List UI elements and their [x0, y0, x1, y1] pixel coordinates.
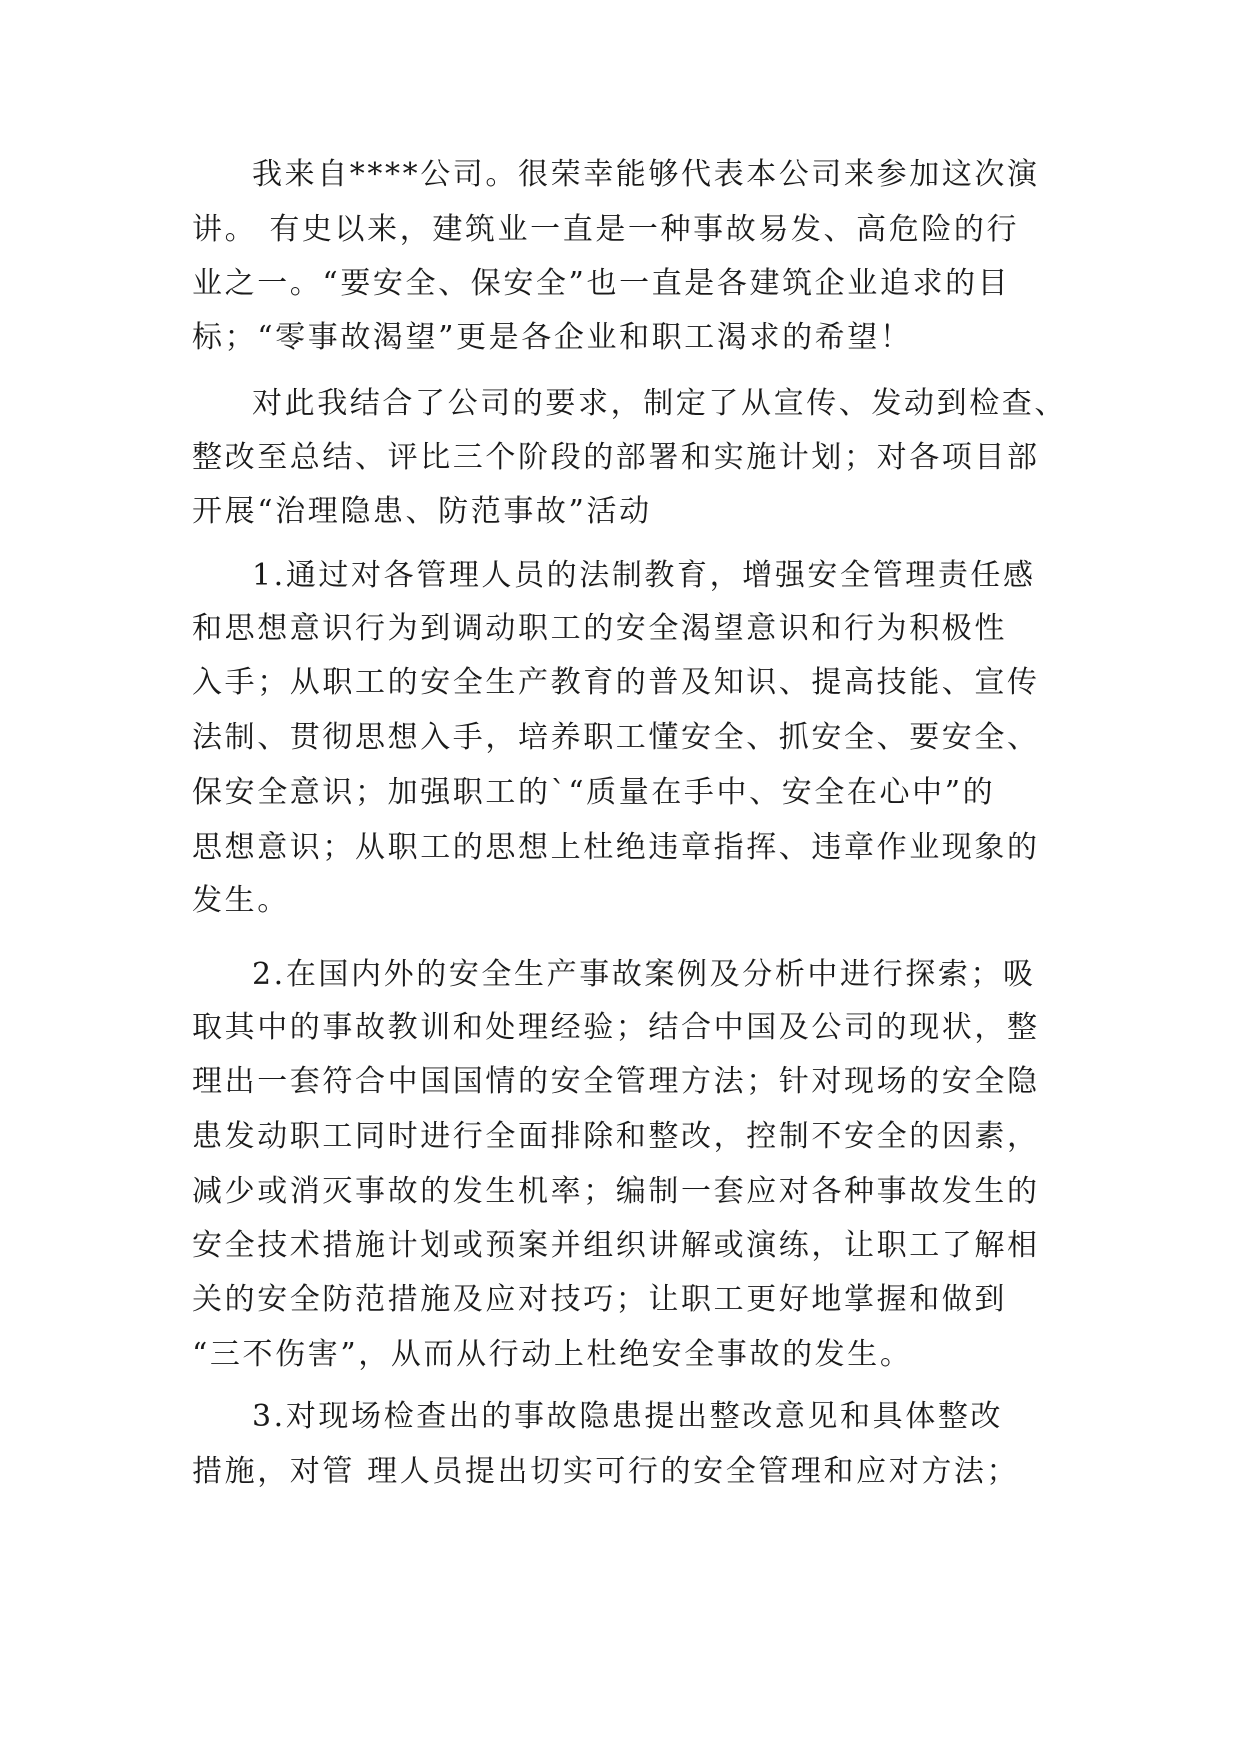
text-line: 业之一。“要安全、保安全”也一直是各建筑企业追求的目 [192, 266, 1011, 301]
text-line: 关的安全防范措施及应对技巧；让职工更好地掌握和做到 [192, 1282, 1007, 1317]
text-line: “三不伤害”，从而从行动上杜绝安全事故的发生。 [192, 1337, 913, 1372]
text-line: 安全技术措施计划或预案并组织讲解或演练，让职工了解相 [192, 1228, 1040, 1263]
text-line: 入手；从职工的安全生产教育的普及知识、提高技能、宣传 [192, 665, 1040, 700]
text-line: 和思想意识行为到调动职工的安全渴望意识和行为积极性 [192, 611, 1007, 646]
text-line: 理出一套符合中国国情的安全管理方法；针对现场的安全隐 [192, 1064, 1040, 1099]
text-line: 整改至总结、评比三个阶段的部署和实施计划；对各项目部 [192, 440, 1040, 475]
text-line: 措施，对管 理人员提出切实可行的安全管理和应对方法； [192, 1454, 1020, 1489]
text-line: 发生。 [192, 883, 290, 918]
text-line: 开展“治理隐患、防范事故”活动 [192, 494, 652, 529]
text-line: 标；“零事故渴望”更是各企业和职工渴求的希望！ [192, 320, 913, 355]
text-line: 对此我结合了公司的要求，制定了从宣传、发动到检查、 [252, 386, 1067, 421]
text-line: 思想意识；从职工的思想上杜绝违章指挥、违章作业现象的 [192, 830, 1040, 865]
text-line: 保安全意识；加强职工的`“质量在手中、安全在心中”的 [192, 775, 996, 810]
text-line: 3.对现场检查出的事故隐患提出整改意见和具体整改 [252, 1399, 1004, 1434]
text-line: 1.通过对各管理人员的法制教育，增强安全管理责任感 [252, 558, 1036, 593]
text-line: 讲。 有史以来，建筑业一直是一种事故易发、高危险的行 [192, 212, 1020, 247]
text-line: 患发动职工同时进行全面排除和整改，控制不安全的因素， [192, 1119, 1040, 1154]
text-line: 我来自****公司。很荣幸能够代表本公司来参加这次演 [252, 157, 1040, 192]
text-line: 减少或消灭事故的发生机率；编制一套应对各种事故发生的 [192, 1174, 1040, 1209]
text-line: 2.在国内外的安全生产事故案例及分析中进行探索；吸 [252, 957, 1036, 992]
text-line: 法制、贯彻思想入手，培养职工懂安全、抓安全、要安全、 [192, 720, 1040, 755]
text-line: 取其中的事故教训和处理经验；结合中国及公司的现状，整 [192, 1010, 1040, 1045]
